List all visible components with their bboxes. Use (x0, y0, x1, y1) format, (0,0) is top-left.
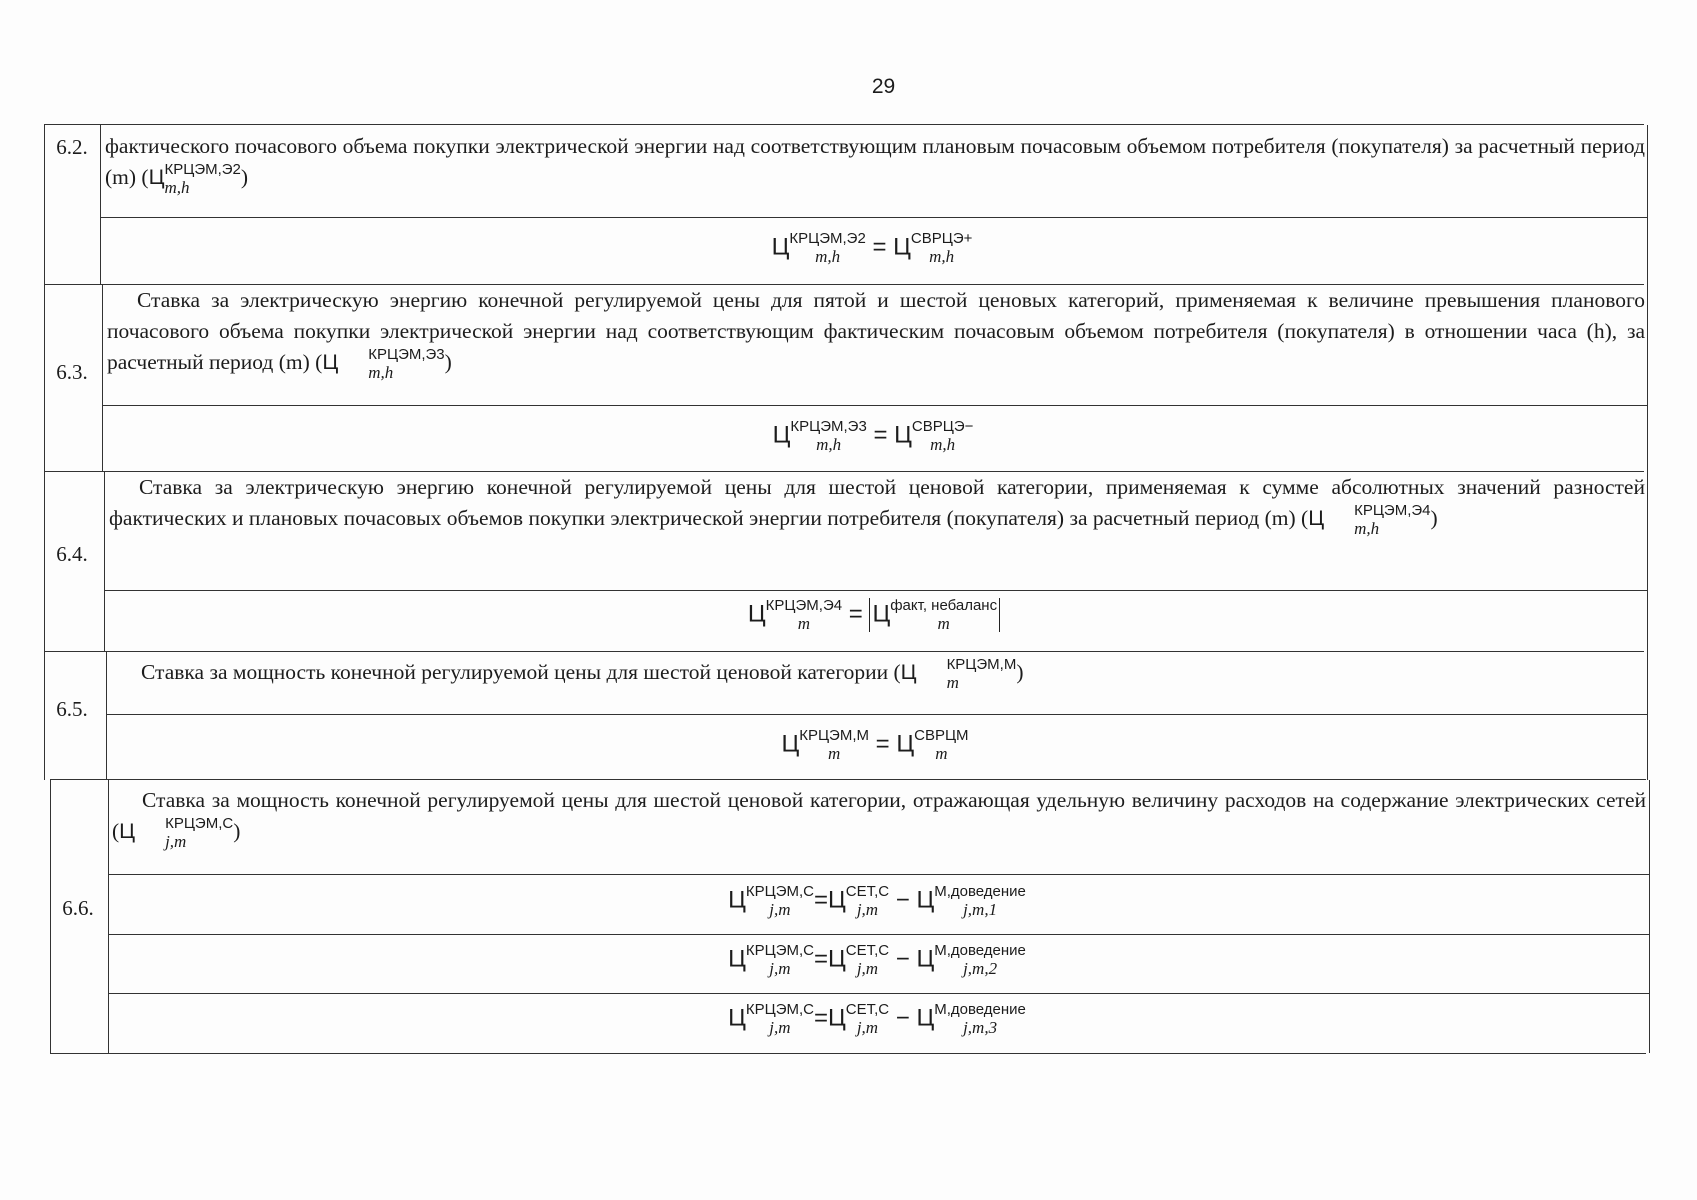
row-description: Ставка за мощность конечной регулируемой цены для шестой ценовой категории (Ц КРЦЭМ,М m ) (141, 656, 1024, 693)
formula: Ц КРЦЭМ,С j,m =Ц СЕТ,С j,m − Ц М,доведение j,m,3 (728, 1001, 1026, 1037)
row-separator (106, 714, 1648, 715)
row-description: Ставка за электрическую энергию конечной регулируемой цены для шестой ценовой категории, применяемая к сумме абсолютных значений разностей фактических и плановых почасовых объемов покупки электрической энергии потребителя (покупателя) за расчетный период (m) (Ц КРЦЭМ,Э4 m,h ) (109, 475, 1645, 539)
formula: Ц КРЦЭМ,Э3 m,h = Ц СВРЦЭ− m,h (772, 418, 974, 454)
formula: Ц КРЦЭМ,С j,m =Ц СЕТ,С j,m − Ц М,доведение j,m,1 (728, 883, 1026, 919)
formula: Ц КРЦЭМ,Э2 m,h = Ц СВРЦЭ+ m,h (771, 230, 973, 266)
absolute-value-bars: Ц факт, небаланс m (869, 598, 1000, 632)
row-right-border (1647, 652, 1648, 780)
formula: Ц КРЦЭМ,Э4 m = Ц факт, небаланс m (104, 598, 1644, 632)
row-number: 6.2. (56, 135, 88, 159)
row-separator (108, 993, 1650, 994)
row-right-border (1649, 780, 1650, 1053)
formula: Ц КРЦЭМ,М m = Ц СВРЦМ m (781, 727, 969, 763)
row-right-border (1647, 125, 1648, 285)
row-separator (102, 405, 1648, 406)
table-row (44, 124, 1644, 285)
row-right-border (1647, 472, 1648, 652)
row-separator (104, 590, 1648, 591)
table-row (44, 471, 1644, 652)
row-separator (100, 217, 1648, 218)
table-row (44, 651, 1644, 780)
formula: Ц КРЦЭМ,С j,m =Ц СЕТ,С j,m − Ц М,доведение j,m,2 (728, 942, 1026, 978)
row-description: Ставка за электрическую энергию конечной регулируемой цены для пятой и шестой ценовых категорий, применяемая к величине превышения планового почасового объема покупки электрической энергии над соответствующим фактическим почасовым объемом потребителя (покупателя) в отношении часа (h), за расчетный период (m) (Ц КРЦЭМ,Э3 m,h ) (107, 288, 1645, 383)
row-description: Ставка за мощность конечной регулируемой цены для шестой ценовой категории, отражающая удельную величину расходов на содержание электрических сетей (Ц КРЦЭМ,С j,m ) (112, 788, 1646, 852)
row-number: 6.5. (56, 697, 88, 721)
row-separator (108, 934, 1650, 935)
page-number: 29 (871, 75, 896, 98)
row-number: 6.3. (56, 360, 88, 384)
table-row (50, 779, 1646, 1054)
table-row (44, 284, 1644, 472)
row-description: фактического почасового объема покупки электрической энергии над соответствующим плановым почасовым объемом потребителя (покупателя) за расчетный период (m) (Ц КРЦЭМ,Э2 m,h ) (105, 134, 1645, 198)
row-number: 6.6. (62, 896, 94, 920)
row-number: 6.4. (56, 542, 88, 566)
row-right-border (1647, 285, 1648, 472)
row-separator (108, 874, 1650, 875)
